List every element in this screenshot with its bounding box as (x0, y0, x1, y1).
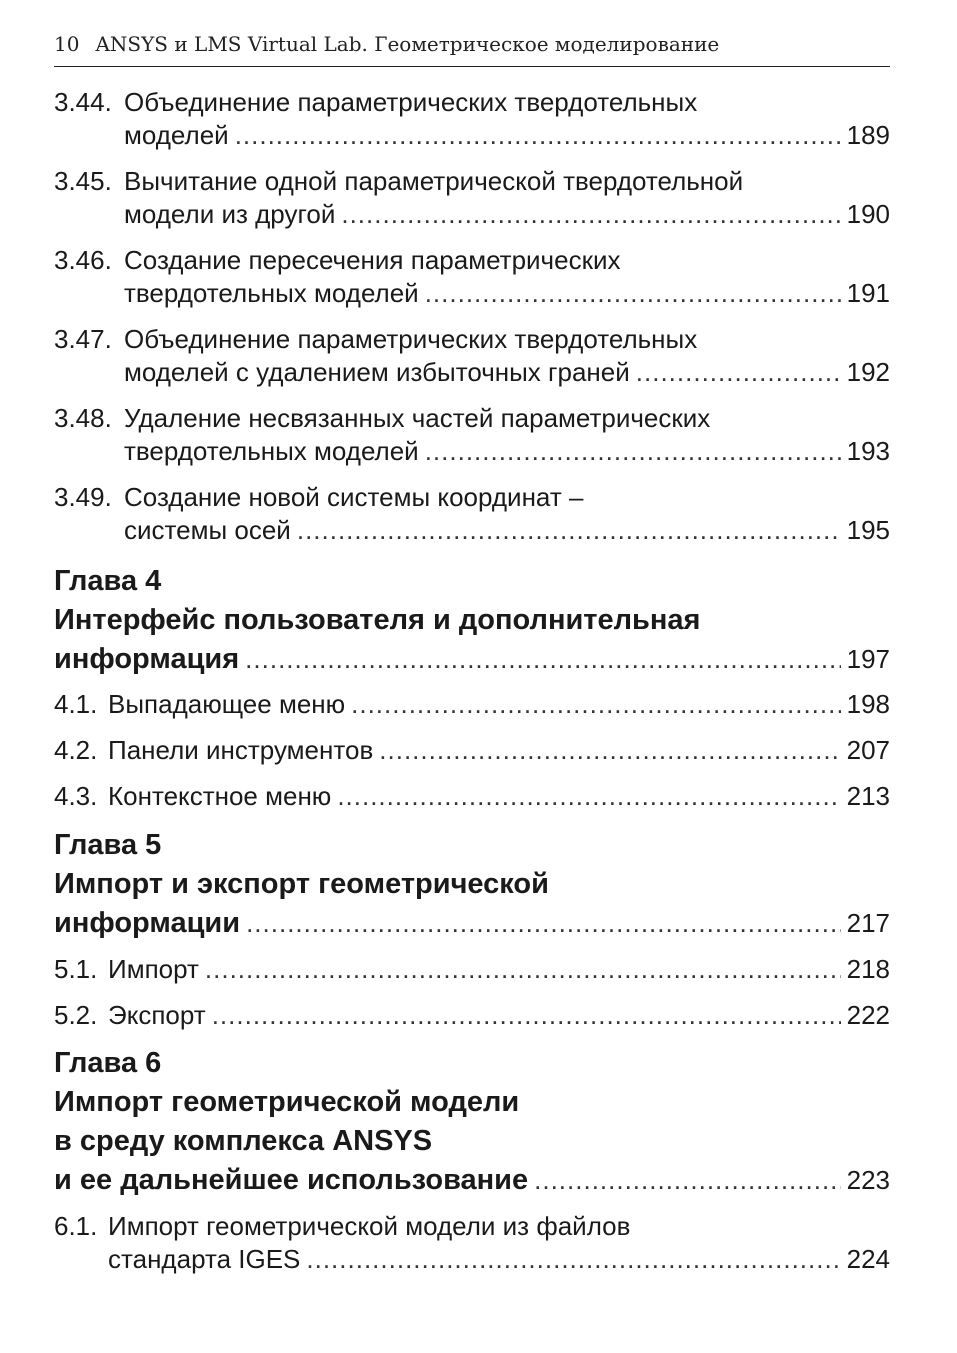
entry-page: 195 (846, 515, 890, 545)
toc-entry-5-1[interactable] (54, 953, 890, 986)
entry-page: 192 (846, 357, 890, 387)
entry-number: 3.44. (54, 87, 112, 117)
chapter-page: 223 (846, 1165, 890, 1195)
dot-leader (425, 277, 841, 310)
dot-leader (425, 435, 841, 468)
toc-entry-3-49[interactable] (54, 481, 890, 547)
toc-entry-4-3[interactable] (54, 780, 890, 813)
chapter-label: Глава 4 (54, 565, 162, 597)
entry-title: Контекстное меню (108, 781, 332, 811)
entry-page: 218 (846, 954, 890, 984)
dot-leader (337, 780, 840, 813)
chapter-title-line1: Интерфейс пользователя и дополнительная (54, 604, 701, 636)
entry-title-line1: Объединение параметрических твердотельных (124, 87, 698, 117)
dot-leader (212, 999, 841, 1032)
chapter-label: Глава 5 (54, 829, 162, 861)
entry-number: 5.1. (54, 954, 98, 984)
entry-title-line2: твердотельных моделей (124, 278, 419, 308)
entry-title-line1: Удаление несвязанных частей параметрических (124, 403, 711, 433)
toc-entry-3-48[interactable] (54, 402, 890, 468)
header-title: ANSYS и LMS Virtual Lab. Геометрическое моделирование (95, 32, 720, 56)
dot-leader (351, 688, 840, 721)
entry-number: 4.1. (54, 689, 98, 719)
entry-title: Импорт (108, 954, 199, 984)
entry-page: 191 (846, 278, 890, 308)
toc-entry-5-2[interactable] (54, 999, 890, 1032)
entry-number: 5.2. (54, 1000, 98, 1030)
entry-title-line1: Импорт геометрической модели из файлов (108, 1211, 631, 1241)
entry-number: 3.46. (54, 245, 112, 275)
dot-leader (379, 734, 840, 767)
entry-title-line2: моделей с удалением избыточных граней (124, 357, 630, 387)
entry-title-line1: Создание новой системы координат – (124, 482, 584, 512)
chapter-page: 217 (846, 908, 890, 938)
toc-entry-3-47[interactable] (54, 323, 890, 389)
entry-title-line2: твердотельных моделей (124, 436, 419, 466)
entry-page: 198 (846, 689, 890, 719)
entry-number: 3.49. (54, 482, 112, 512)
dot-leader (205, 953, 841, 986)
entry-page: 224 (846, 1244, 890, 1274)
dot-leader (297, 514, 841, 547)
entry-number: 4.2. (54, 735, 98, 765)
chapter-label: Глава 6 (54, 1047, 162, 1079)
chapter-title-line2: информация (54, 643, 240, 675)
entry-title-line2: системы осей (124, 515, 291, 545)
header-page-number: 10 (54, 32, 80, 56)
entry-page: 207 (846, 735, 890, 765)
toc-entry-4-2[interactable] (54, 734, 890, 767)
entry-page: 222 (846, 1000, 890, 1030)
entry-page: 213 (846, 781, 890, 811)
chapter-title-line2: информации (54, 907, 241, 939)
toc-chapter-5[interactable] (54, 826, 890, 943)
entry-title-line2: модели из другой (124, 199, 336, 229)
dot-leader (246, 904, 841, 943)
entry-number: 6.1. (54, 1211, 98, 1241)
entry-title: Выпадающее меню (108, 689, 346, 719)
entry-title-line1: Объединение параметрических твердотельных (124, 324, 698, 354)
dot-leader (245, 640, 840, 679)
entry-page: 190 (846, 199, 890, 229)
chapter-title-line1: Импорт и экспорт геометрической (54, 868, 549, 900)
entry-number: 3.45. (54, 166, 112, 196)
chapter-title-line2: в среду комплекса ANSYS (54, 1125, 433, 1157)
entry-page: 193 (846, 436, 890, 466)
dot-leader (341, 198, 840, 231)
entry-number: 4.3. (54, 781, 98, 811)
entry-title: Панели инструментов (108, 735, 374, 765)
toc-entry-3-46[interactable] (54, 244, 890, 310)
chapter-title-line3: и ее дальнейшее использование (54, 1164, 529, 1196)
toc-entry-3-45[interactable] (54, 165, 890, 231)
chapter-title-line1: Импорт геометрической модели (54, 1086, 520, 1118)
toc-entry-4-1[interactable] (54, 688, 890, 721)
dot-leader (306, 1243, 840, 1276)
toc-entry-6-1[interactable] (54, 1210, 890, 1276)
entry-page: 189 (846, 120, 890, 150)
chapter-page: 197 (846, 644, 890, 674)
entry-title-line2: стандарта IGES (108, 1244, 301, 1274)
dot-leader (534, 1161, 840, 1200)
entry-title-line2: моделей (124, 120, 229, 150)
toc-entry-3-44[interactable] (54, 86, 890, 152)
entry-number: 3.47. (54, 324, 112, 354)
toc-chapter-4[interactable] (54, 562, 890, 679)
entry-title: Экспорт (108, 1000, 206, 1030)
dot-leader (235, 119, 841, 152)
toc-chapter-6[interactable] (54, 1044, 890, 1200)
dot-leader (636, 356, 841, 389)
entry-number: 3.48. (54, 403, 112, 433)
entry-title-line1: Вычитание одной параметрической твердотельной (124, 166, 744, 196)
entry-title-line1: Создание пересечения параметрических (124, 245, 621, 275)
running-header (54, 30, 890, 67)
